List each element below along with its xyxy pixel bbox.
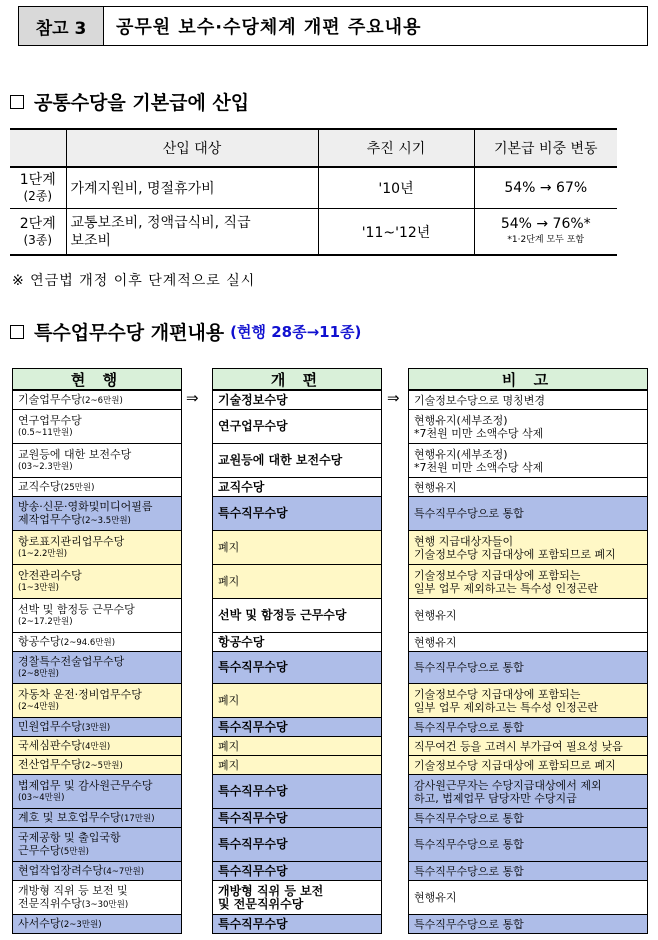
remarks-cell [408,880,648,915]
allowance-amount: (2~4만원) [18,701,59,712]
remarks-cell [408,755,648,775]
allowance-amount: (2~5만원) [81,760,123,771]
reform-text: 특수직무수당 [218,837,288,851]
reform-cell [212,880,382,915]
reform-text: 폐지 [218,758,240,772]
allowance-amount: (2~3만원) [60,919,102,930]
current-allowance-name: 기술업무수당(2~6만원) [18,392,123,406]
current-allowance-name: 경찰특수전술업무수당 [18,654,125,668]
target-cell: 교통보조비, 정액급식비, 직급보조비 [66,209,318,256]
remarks-cell [408,409,648,444]
section2-title: 특수업무수당 개편내용 [34,322,225,344]
current-allowance-cell [12,880,182,915]
allowance-amount: (2~3.5만원) [81,515,131,526]
reform-cell [212,477,382,497]
reform-cell [212,632,382,652]
implementation-note: ※ 연금법 개정 이후 단계적으로 실시 [12,273,256,289]
reform-text: 선박 및 함정등 근무수당 [218,608,347,622]
table1-header-row [10,129,617,167]
remarks-text: 현행유지(세부조정) [414,413,508,427]
remarks-cell [408,477,648,497]
current-allowance-name: 민원업무수당(3만원) [18,719,111,733]
remarks-cell [408,808,648,828]
current-allowance-cell [12,409,182,444]
current-allowance-cell [12,651,182,684]
allowance-amount: (03~2.3만원) [18,461,73,472]
current-allowance-name: 교원등에 대한 보전수당 [18,447,132,461]
remarks-text: 기술정보수당 지급대상에 포함되는 [414,568,581,582]
current-allowance-cell [12,755,182,775]
reform-text: 연구업무수당 [218,419,288,433]
change-cell: 54% → 67% [474,167,617,209]
current-allowance-name: 항로표지관리업무수당 [18,534,125,548]
allowance-amount: (3~30만원) [81,899,129,910]
allowance-amount: (4만원) [81,741,111,752]
remarks-text: 직무여건 등을 고려시 부가급여 필요성 낮음 [414,739,623,753]
reference-tag: 참고 3 [19,7,104,45]
remarks-text: 하고, 법제업무 담당자만 수당지급 [414,791,577,805]
remarks-cell [408,530,648,565]
current-allowance-name: 연구업무수당 [18,413,82,427]
current-allowance-name: 근무수당(5만원) [18,843,89,857]
remarks-text: 특수직무수당으로 통합 [414,720,524,734]
current-allowance-name: 전산업무수당(2~5만원) [18,757,123,771]
allowance-amount: (2~94.6만원) [60,637,116,648]
timing-cell: '11~'12년 [318,209,474,256]
reform-text: 특수직무수당 [218,784,288,798]
current-allowance-name: 선박 및 함정등 근무수당 [18,602,135,616]
current-allowance-cell [12,717,182,737]
base-pay-table [10,128,617,256]
allowance-amount: (25만원) [60,482,95,493]
header-box [18,6,648,46]
remarks-cell [408,443,648,478]
remarks-text: 현행유지 [414,635,457,649]
current-allowance-name: 항공수당(2~94.6만원) [18,634,116,648]
reform-text: 교원등에 대한 보전수당 [218,453,343,467]
reform-cell [212,496,382,531]
current-allowance-name: 계호 및 보호업무수당(17만원) [18,810,155,824]
remarks-cell [408,496,648,531]
table1-row [10,167,617,209]
reform-text: 개방형 직위 등 보전 [218,883,324,898]
remarks-text: 특수직무수당으로 통합 [414,811,524,825]
remarks-cell [408,861,648,881]
remarks-cell [408,736,648,756]
reform-cell [212,530,382,565]
remarks-cell [408,564,648,599]
current-allowance-cell [12,808,182,828]
current-allowance-cell [12,530,182,565]
reform-text: 특수직무수당 [218,810,288,825]
reform-cell [212,409,382,444]
reform-cell [212,564,382,599]
section2-subtitle: (현행 28종→11종) [230,323,362,341]
remarks-text: 현행유지(세부조정) [414,447,508,461]
allowance-amount: (17만원) [120,813,155,824]
current-allowance-name: 안전관리수당 [18,568,82,582]
checkbox-square-icon [10,95,24,109]
allowance-amount: (1~2.2만원) [18,548,68,559]
remarks-text: *7천원 미만 소액수당 삭제 [414,426,544,440]
current-allowance-name: 법제업무 및 감사원근무수당 [18,778,153,792]
current-allowance-cell [12,774,182,809]
stage-count: (2종) [23,189,53,203]
reform-cell [212,808,382,828]
reform-cell [212,443,382,478]
remarks-cell [408,683,648,718]
reform-text: 기술정보수당 [218,392,288,407]
reform-cell [212,861,382,881]
table1-header: 산입 대상 [66,129,318,167]
allowance-amount: (5만원) [60,846,89,857]
remarks-text: 현행유지 [414,480,457,494]
column-header-reform: 개 편 [212,368,382,390]
remarks-text: 감사원근무자는 수당지급대상에서 제외 [414,778,602,792]
remarks-text: 일부 업무 제외하고는 특수성 인정곤란 [414,700,599,714]
change-cell: 54% → 76%* [500,215,591,232]
remarks-text: 기술정보수당으로 명칭변경 [414,393,546,407]
current-allowance-name: 현업작업장려수당(4~7만원) [18,863,145,877]
remarks-text: 일부 업무 제외하고는 특수성 인정곤란 [414,581,599,595]
current-allowance-cell [12,736,182,756]
reform-text: 특수직무수당 [218,506,288,520]
allowance-amount: (3만원) [81,722,111,733]
column-header-remarks: 비 고 [408,368,648,390]
right-arrow-icon: ⇒ [387,389,400,407]
reform-text: 폐지 [218,694,240,707]
remarks-text: 특수직무수당으로 통합 [414,917,524,931]
remarks-cell [408,598,648,633]
current-allowance-cell [12,598,182,633]
remarks-text: *7천원 미만 소액수당 삭제 [414,460,544,474]
remarks-cell [408,390,648,410]
allowance-amount: (2~8만원) [18,668,59,679]
section2-heading [10,318,361,345]
reform-cell [212,755,382,775]
table1-row [10,209,617,256]
remarks-text: 현행유지 [414,609,457,622]
remarks-text: 특수직무수당으로 통합 [414,507,524,520]
reform-text: 폐지 [218,541,240,554]
current-allowance-cell [12,390,182,410]
allowance-amount: (2~17.2만원) [18,616,73,627]
stage-label: 1단계 [19,172,56,188]
current-allowance-name: 국제공항 및 출입국항 [18,830,121,844]
current-allowance-name: 개방형 직위 등 보전 및 [18,883,128,897]
reform-cell [212,683,382,718]
current-allowance-name: 방송·신문·영화및미디어필름 [18,499,153,513]
stage-label: 2단계 [19,215,56,232]
remarks-text: 특수직무수당으로 통합 [414,838,524,851]
reform-cell [212,651,382,684]
current-allowance-cell [12,443,182,478]
current-allowance-cell [12,683,182,718]
remarks-text: 특수직무수당으로 통합 [414,661,524,674]
reform-cell [212,827,382,862]
reform-text: 특수직무수당 [218,660,288,674]
current-allowance-cell [12,564,182,599]
current-allowance-name: 사서수당(2~3만원) [18,916,102,930]
reform-text: 및 전문직위수당 [218,896,304,911]
allowance-amount: (0.5~11만원) [18,427,73,438]
current-allowance-cell [12,496,182,531]
checkbox-square-icon [10,325,24,339]
remarks-text: 현행유지 [414,891,457,904]
change-footnote: *1·2단계 모두 포함 [507,234,585,245]
section1-heading [10,88,249,115]
allowance-amount: (1~3만원) [18,582,59,593]
reform-cell [212,717,382,737]
reform-text: 특수직무수당 [218,916,288,931]
right-arrow-icon: ⇒ [186,389,199,407]
remarks-text: 기술정보수당 지급대상에 포함되므로 폐지 [414,758,616,772]
current-allowance-name: 제작업무수당(2~3.5만원) [18,512,131,526]
reform-text: 폐지 [218,739,240,753]
reform-text: 교직수당 [218,479,265,494]
remarks-cell [408,914,648,934]
section1-title: 공통수당을 기본급에 산입 [34,92,250,114]
remarks-text: 기술정보수당 지급대상에 포함되는 [414,687,581,701]
current-allowance-cell [12,914,182,934]
current-allowance-cell [12,827,182,862]
reform-text: 폐지 [218,575,240,588]
allowance-amount: (4~7만원) [103,866,145,877]
reform-text: 특수직무수당 [218,863,288,878]
page-title: 공무원 보수·수당체계 개편 주요내용 [116,17,422,38]
table1-header [10,129,66,167]
column-header-current: 현 행 [12,368,182,390]
allowance-amount: (2~6만원) [81,395,123,406]
stage-count: (3종) [23,232,53,247]
reform-text: 특수직무수당 [218,719,288,734]
current-allowance-cell [12,477,182,497]
current-allowance-cell [12,632,182,652]
remarks-cell [408,717,648,737]
remarks-cell [408,774,648,809]
reform-cell [212,736,382,756]
remarks-text: 기술정보수당 지급대상에 포함되므로 폐지 [414,547,616,561]
reform-cell [212,390,382,410]
current-allowance-name: 교직수당(25만원) [18,479,95,493]
allowance-amount: (03~4만원) [18,792,65,803]
table1-header: 기본급 비중 변동 [474,129,617,167]
current-allowance-name: 전문직위수당(3~30만원) [18,896,129,910]
remarks-cell [408,827,648,862]
remarks-text: 현행 지급대상자들이 [414,534,514,548]
remarks-text: 특수직무수당으로 통합 [414,864,524,878]
current-allowance-cell [12,861,182,881]
remarks-cell [408,632,648,652]
current-allowance-name: 국세심판수당(4만원) [18,738,111,752]
table1-header: 추진 시기 [318,129,474,167]
remarks-cell [408,651,648,684]
timing-cell: '10년 [318,167,474,209]
reform-cell [212,914,382,934]
target-cell: 가계지원비, 명절휴가비 [66,167,318,209]
reform-cell [212,598,382,633]
current-allowance-name: 자동차 운전·정비업무수당 [18,687,142,701]
reform-cell [212,774,382,809]
reform-text: 항공수당 [218,634,265,649]
